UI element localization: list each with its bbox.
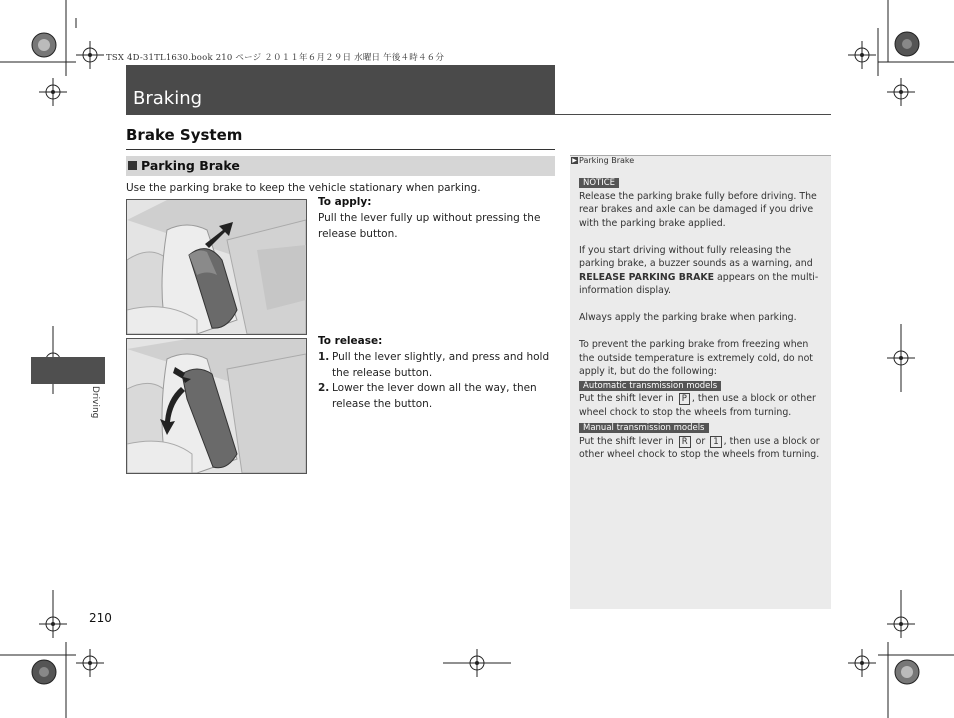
automatic-text-end: , then use a block or other wheel chock to stop the wheels from turning. xyxy=(579,393,816,418)
apply-text: Pull the lever fully up without pressing the release button. xyxy=(318,212,541,240)
automatic-transmission-tag: Automatic transmission models xyxy=(579,381,721,391)
sidebar-reference xyxy=(571,156,634,165)
buzzer-text-end: appears on the multi-information display. xyxy=(579,271,819,296)
release-heading: To release: xyxy=(318,335,383,347)
step-text: Pull the lever slightly, and press and hold the release button. xyxy=(332,351,550,379)
reference-arrow-icon: ▶ xyxy=(572,157,577,164)
apply-heading: To apply: xyxy=(318,196,372,208)
release-steps xyxy=(318,350,550,412)
print-header: TSX 4D-31TL1630.book 210 ページ ２０１１年６月２９日 水曜日 午後４時４６分 xyxy=(106,53,445,63)
automatic-text: Put the shift lever in xyxy=(579,393,677,404)
sidebar-reference-label: Parking Brake xyxy=(579,156,635,165)
reverse-key-icon: R xyxy=(679,436,691,448)
buzzer-paragraph xyxy=(579,244,822,298)
subsection-rule xyxy=(126,149,555,150)
step-number: 2. xyxy=(318,382,330,394)
release-step xyxy=(318,381,550,412)
manual-paragraph xyxy=(579,435,822,462)
manual-text: Put the shift lever in xyxy=(579,435,677,447)
release-parking-brake-message: RELEASE PARKING BRAKE xyxy=(579,271,715,283)
step-number: 1. xyxy=(318,351,330,363)
topic-title: Parking Brake xyxy=(141,158,240,173)
section-rule xyxy=(126,114,831,115)
notice-tag: NOTICE xyxy=(579,178,619,188)
notice-text: Release the parking brake fully before driving. The rear brakes and axle can be damaged if you drive with the parking brake applied. xyxy=(579,190,817,229)
apply-illustration xyxy=(126,199,307,335)
manual-or: or xyxy=(692,435,709,447)
sidebar-content xyxy=(579,170,822,462)
freezing-text: To prevent the parking brake from freezing when the outside temperature is extremely cold, do not apply it, but do the following: xyxy=(579,339,813,377)
square-bullet-icon xyxy=(128,161,137,170)
chapter-label: Driving xyxy=(90,386,100,419)
manual-text-end: , then use a block or other wheel chock to stop the wheels from turning. xyxy=(579,435,820,460)
step-text: Lower the lever down all the way, then release the button. xyxy=(332,382,537,410)
intro-text: Use the parking brake to keep the vehicle stationary when parking. xyxy=(126,182,481,194)
park-key-icon: P xyxy=(679,393,690,405)
release-illustration xyxy=(126,338,307,474)
release-step xyxy=(318,350,550,381)
automatic-paragraph xyxy=(579,392,822,419)
always-apply-text: Always apply the parking brake when parking. xyxy=(579,312,797,323)
buzzer-text: If you start driving without fully releasing the parking brake, a buzzer sounds as a warning, and xyxy=(579,244,813,269)
manual-transmission-tag: Manual transmission models xyxy=(579,423,709,433)
subsection-title: Brake System xyxy=(126,126,243,144)
chapter-tab xyxy=(31,357,105,384)
first-gear-key-icon: 1 xyxy=(710,436,721,448)
page-number: 210 xyxy=(89,611,112,625)
section-title: Braking xyxy=(133,88,203,109)
